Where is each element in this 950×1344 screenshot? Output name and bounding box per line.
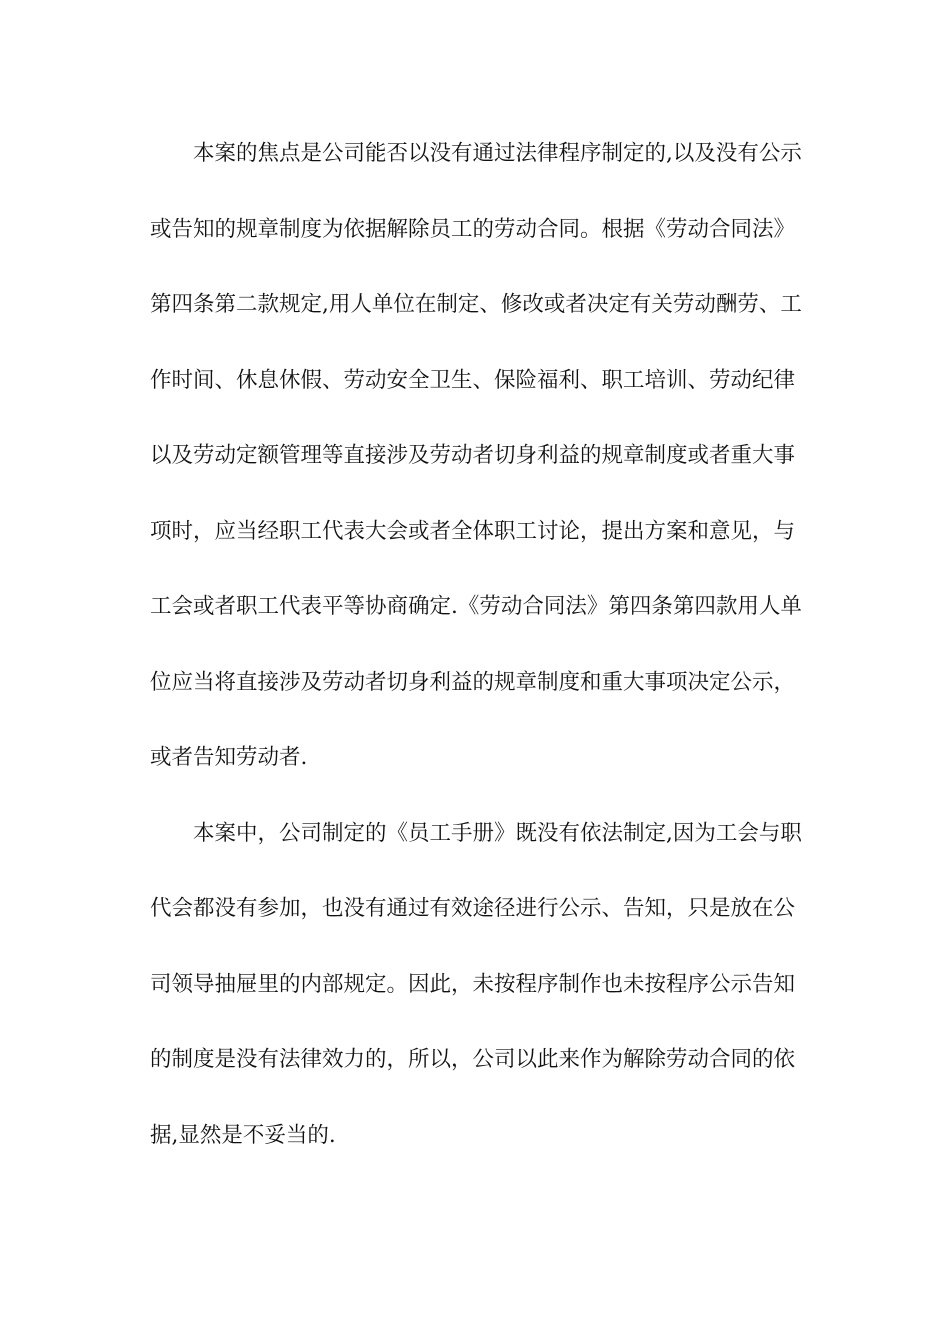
paragraph-line: 项时，应当经职工代表大会或者全体职工讨论，提出方案和意见，与 (150, 518, 796, 544)
paragraph-1 (150, 134, 840, 814)
paragraph-line: 代会都没有参加，也没有通过有效途径进行公示、告知，只是放在公 (150, 896, 796, 921)
paragraph-line: 第四条第二款规定,用人单位在制定、修改或者决定有关劳动酬劳、工 (150, 292, 802, 317)
paragraph-line: 以及劳动定额管理等直接涉及劳动者切身利益的规章制度或者重大事 (150, 443, 796, 468)
paragraph-line: 或者告知劳动者. (150, 745, 308, 770)
paragraph-line: 本案中，公司制定的《员工手册》既没有依法制定,因为工会与职 (193, 820, 802, 846)
paragraph-line: 或告知的规章制度为依据解除员工的劳动合同。根据《劳动合同法》 (150, 216, 796, 242)
document-body (150, 134, 840, 1191)
paragraph-line: 作时间、休息休假、劳动安全卫生、保险福利、职工培训、劳动纪律 (150, 367, 796, 393)
paragraph-line: 工会或者职工代表平等协商确定.《劳动合同法》第四条第四款用人单 (150, 594, 802, 619)
paragraph-line: 据,显然是不妥当的. (150, 1122, 336, 1148)
paragraph-line: 本案的焦点是公司能否以没有通过法律程序制定的,以及没有公示 (193, 141, 802, 166)
paragraph-2 (150, 814, 840, 1192)
paragraph-line: 司领导抽屉里的内部规定。因此，未按程序制作也未按程序公示告知 (150, 971, 796, 997)
paragraph-line: 的制度是没有法律效力的，所以，公司以此来作为解除劳动合同的依 (150, 1047, 796, 1072)
paragraph-line: 位应当将直接涉及劳动者切身利益的规章制度和重大事项决定公示， (150, 669, 796, 695)
